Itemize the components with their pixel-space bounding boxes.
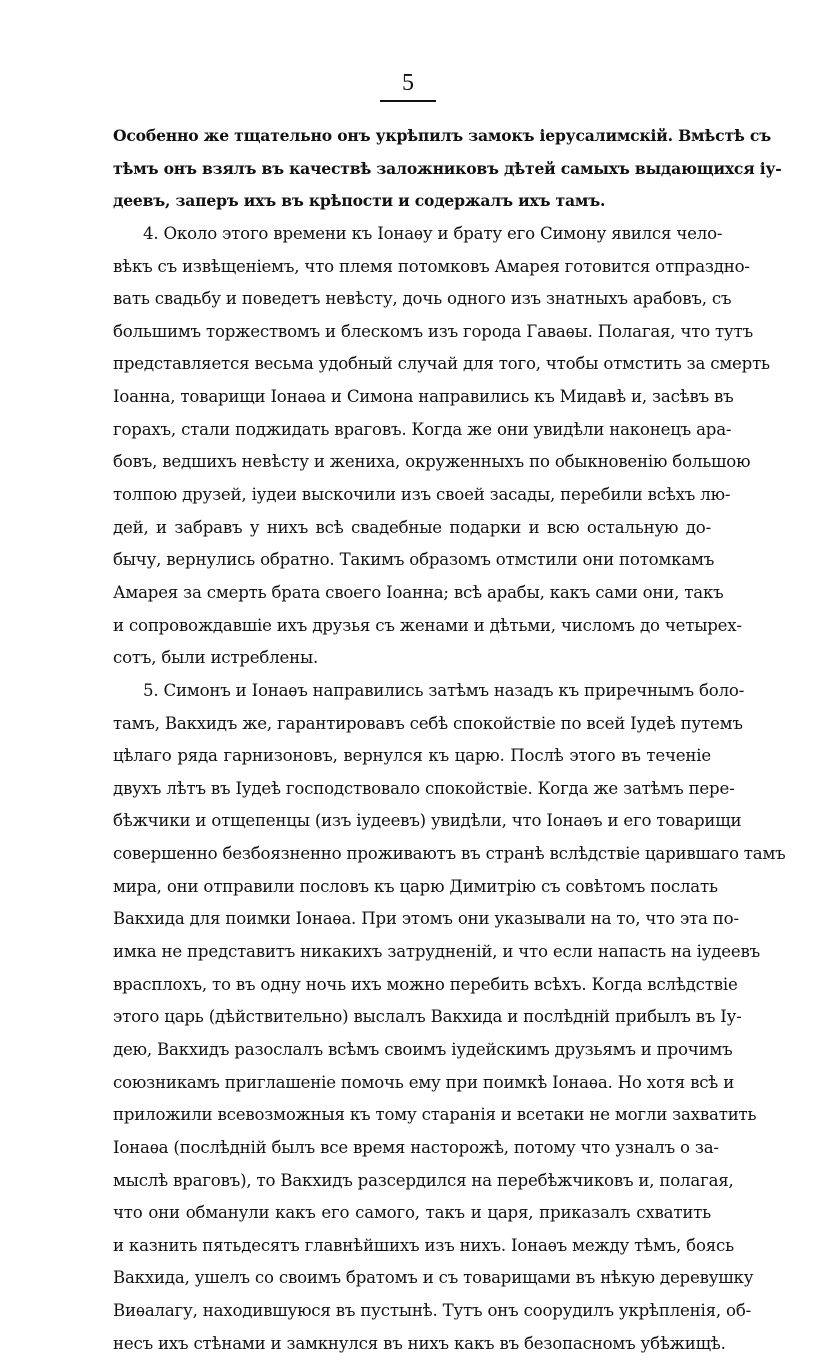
body-text [113,120,786,1360]
text-line: этого царь (дѣйствительно) выслалъ Вакхида и послѣдній прибылъ въ Іу- [113,1007,742,1027]
text-line: врасплохъ, то въ одну ночь ихъ можно перебить всѣхъ. Когда вслѣдствіе [113,974,738,994]
text-line: Виѳалагу, находившуюся въ пустынѣ. Тутъ онъ соорудилъ укрѣпленія, об- [113,1301,752,1321]
text-line: мыслѣ враговъ), то Вакхидъ разсердился на перебѣжчиковъ и, полагая, [113,1170,734,1190]
page-number: 5 [402,70,414,96]
text-line: сотъ, были истреблены. [113,648,319,668]
text-line: тѣмъ онъ взялъ въ качествѣ заложниковъ дѣтей самыхъ выдающихся іу- [113,158,782,178]
text-line: Амарея за смерть брата своего Іоанна; всѣ арабы, какъ сами они, такъ [113,582,724,602]
text-line: совершенно безбоязненно проживаютъ въ странѣ вслѣдствіе царившаго тамъ [113,844,786,864]
text-line: толпою друзей, іудеи выскочили изъ своей засады, перебили всѣхъ лю- [113,485,731,505]
text-line: бовъ, ведшихъ невѣсту и жениха, окруженныхъ по обыкновенію большою [113,452,751,472]
text-line: Іонаѳа (послѣдній былъ все время насторожѣ, потому что узналъ о за- [113,1137,719,1157]
text-line: представляется весьма удобный случай для того, чтобы отмстить за смерть [113,354,770,374]
text-line: Іоанна, товарищи Іонаѳа и Симона направились къ Мидавѣ и, засѣвъ въ [113,387,734,407]
text-line: двухъ лѣтъ въ Іудеѣ господствовало спокойствіе. Когда же затѣмъ пере- [113,778,735,798]
header-rule [380,100,436,102]
text-line: что они обманули какъ его самого, такъ и царя, приказалъ схватить [113,1203,711,1223]
text-line: большимъ торжествомъ и блескомъ изъ города Гаваѳы. Полагая, что тутъ [113,321,753,341]
text-line: вать свадьбу и поведетъ невѣсту, дочь одного изъ знатныхъ арабовъ, съ [113,289,732,309]
text-line: и сопровождавшіе ихъ друзья съ женами и дѣтьми, числомъ до четырех- [113,615,742,635]
text-line: бѣжчики и отщепенцы (изъ іудеевъ) увидѣли, что Іонаѳъ и его товарищи [113,811,742,831]
text-line: Вакхида, ушелъ со своимъ братомъ и съ товарищами въ нѣкую деревушку [113,1268,754,1288]
text-line: деевъ, заперъ ихъ въ крѣпости и содержалъ ихъ тамъ. [113,191,606,211]
paragraph-4-start: 4. Около этого времени къ Іонаѳу и брату его Симону явился чело- [143,223,723,243]
text-line: тамъ, Вакхидъ же, гарантировавъ себѣ спокойствіе по всей Іудеѣ путемъ [113,713,743,733]
text-line: приложили всевозможныя къ тому старанія и всетаки не могли захватить [113,1105,757,1125]
text-line: Особенно же тщательно онъ укрѣпилъ замокъ іерусалимскій. Вмѣстѣ съ [113,126,771,145]
text-line: дей, и забравъ у нихъ всѣ свадебные подарки и всю остальную до- [113,517,711,537]
text-line: вѣкъ съ извѣщеніемъ, что племя потомковъ Амарея готовится отпраздно- [113,256,750,276]
text-line: и казнить пятьдесятъ главнѣйшихъ изъ нихъ. Іонаѳъ между тѣмъ, боясь [113,1235,734,1255]
text-line: Вакхида для поимки Іонаѳа. При этомъ они указывали на то, что эта по- [113,909,739,929]
text-line: горахъ, стали поджидать враговъ. Когда же они увидѣли наконецъ ара- [113,419,732,439]
text-line: несъ ихъ стѣнами и замкнулся въ нихъ какъ въ безопасномъ убѣжищѣ. [113,1333,726,1353]
text-line: цѣлаго ряда гарнизоновъ, вернулся къ царю. Послѣ этого въ теченіе [113,746,711,766]
text-line: бычу, вернулись обратно. Такимъ образомъ отмстили они потомкамъ [113,550,715,570]
text-line: союзникамъ приглашеніе помочь ему при поимкѣ Іонаѳа. Но хотя всѣ и [113,1072,735,1092]
paragraph-5-start: 5. Симонъ и Іонаѳъ направились затѣмъ назадъ къ приречнымъ боло- [143,680,745,700]
text-line: дею, Вакхидъ разослалъ всѣмъ своимъ іудейскимъ друзьямъ и прочимъ [113,1039,733,1059]
text-line: мира, они отправили пословъ къ царю Димитрію съ совѣтомъ послать [113,876,718,896]
text-line: имка не представитъ никакихъ затрудненій, и что если напасть на іудеевъ [113,942,761,962]
